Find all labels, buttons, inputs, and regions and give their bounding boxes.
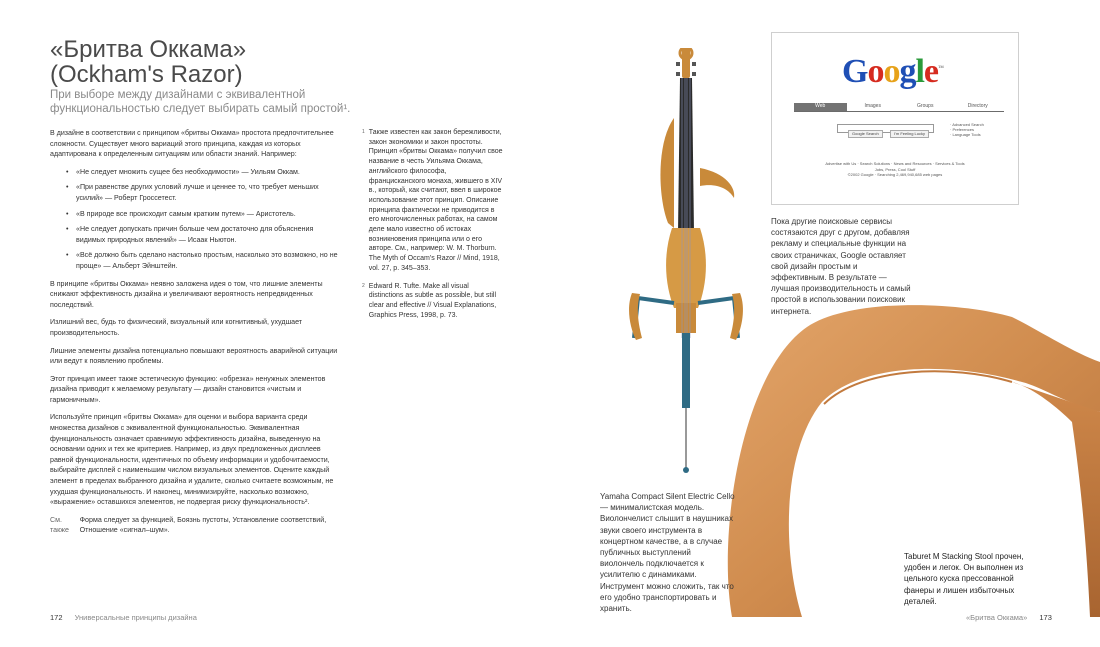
footnote-mark: 2 [362,282,365,289]
folio-right [966,613,1052,622]
google-logo-letter: o [867,53,884,90]
google-logo-letter: o [883,53,900,90]
footer-line: ©2002 Google · Searching 2,469,940,685 web pages [847,172,943,177]
footnote-mark: 1 [362,129,365,135]
quote-item: • «При равенстве других условий лучше и ценнее то, что требует меньших усилий» — Роберт Гроссетест. [76,182,344,203]
google-logo: Google™ [842,53,943,90]
stool-caption: Taburet M Stacking Stool прочен, удобен и легок. Он выполнен из цельного куска прессованной фанеры и лишен избыточных деталей. [904,552,1024,606]
tab-web: Web [794,103,847,111]
google-logo-letter: l [915,53,924,90]
google-tabs [794,103,1004,112]
google-search-button: Google Search [848,130,883,138]
page-title [50,37,350,87]
footnote-text: Edward R. Tufte. Make all visual distinctions as subtle as possible, but still clear and effective // Visual Explanations, Graphics Press, 1998, p. 73. [368,282,497,319]
google-footer-links [792,161,998,178]
quote-item: • «Всё должно быть сделано настолько простым, насколько это возможно, но не проще» — Альберт Эйнштейн. [76,250,344,271]
intro-paragraph: В дизайне в соответствии с принципом «бритвы Оккама» простота предпочтительнее сложности. Существует много вариаций этого принципа, каждая из которых адаптирована к определенным ситуациям или области знаний. Например: [50,129,334,159]
subtitle: При выборе между дизайнами с эквивалентной функциональностью следует выбирать самый простой¹. [50,89,351,115]
running-head: «Бритва Оккама» [966,613,1028,622]
quote-item: • «Не следует допускать причин больше чем достаточно для объяснения видимых природных явлений» — Исаак Ньютон. [76,224,344,245]
title-line-2: (Ockham's Razor) [50,61,243,88]
footnote [362,128,504,274]
title-line-1: «Бритва Оккама» [50,36,247,63]
google-side-links: · Advanced Search · Preferences · Language Tools [950,122,984,137]
google-logo-letter: e [923,53,938,90]
body-paragraph: Этот принцип имеет также эстетическую функцию: «обрезка» ненужных элементов дизайна приводит к желаемому результату — дизайн становится «чистым и гармоничным». [50,374,326,404]
body-paragraph: Используйте принцип «бритвы Оккама» для оценки и выбора варианта среди множества дизайнов с эквивалентной функциональностью. Эквивалентная функциональность означает сравнимую эффективность дизайна, выведенную на основании одних и тех же критериев. Например, из двух предложенных дисплеев равной функциональности, идентичных по объему информации и удобочитаемости, выбирайте дисплей с наименьшим числом визуальных элементов. Оцените каждый элемент в пределах выбранного дизайна и удалите, сколько считаете возможным, не ухудшая функциональность. И наконец, минимизируйте, насколько возможно, «выражение» оставшихся элементов, не подвергая риску функциональность². [50,413,334,507]
footer-line: Advertise with Us · Search Solutions · News and Resources · Services & Tools [825,161,965,166]
footnote [362,282,504,321]
footnote-text: Также известен как закон бережливости, закон экономики и закон простоты. Принцип «бритвы Оккама» получил свое название в честь Уильяма Оккама, английского философа, францисканского монаха, жившего в XIV в., который, как считают, ввел в широкое использование этот принцип. Описание принципа фактически не приводится в его многочисленных работах, на самом деле мало известно об истоках возникновения принципа или о его авторе. См., например: W. M. Thorburn. The Myth of Occam's Razor // Mind, 1918, vol. 27, p. 345–353. [368,129,503,272]
cello-caption: Yamaha Compact Silent Electric Cello — минималистская модель. Виолончелист слышит в наушниках звуки своего инструмента в концертном качестве, а в случае публичных выступлений виолончель подключается к усилителю с динамиками. Инструмент можно сложить, так что его удобно транспортировать и хранить. [600,492,735,614]
folio-left [50,613,197,622]
google-logo-letter: G [842,53,868,90]
footnotes [362,128,504,328]
page-number: 172 [50,613,63,622]
google-screenshot [771,32,1019,205]
footer-line: Jobs, Press, Cool Stuff [874,166,916,172]
page-number: 173 [1039,613,1052,622]
body-paragraph: Излишний вес, будь то физический, визуальный или когнитивный, ухудшает производительность. [50,318,303,337]
google-logo-letter: g [899,53,916,90]
quote-list [50,167,344,272]
google-caption: Пока другие поисковые сервисы состязаются друг с другом, добавляя рекламу и специальные функции на своих страничках, Google оставляет свой дизайн простым и эффективным. В результате — лучшая производительность и самый простой в использовании поисковик интернета. [771,217,911,316]
running-head: Универсальные принципы дизайна [74,613,197,622]
tab-images: Images [864,103,881,109]
see-also [50,515,344,536]
tab-directory: Directory [967,103,988,109]
body-paragraph: Лишние элементы дизайна потенциально повышают вероятность аварийной ситуации или ведут к появлению проблемы. [50,346,338,366]
body-text [50,128,344,536]
quote-item: • «В природе все происходит самым кратким путем» — Аристотель. [76,209,344,220]
see-also-label: См. также [50,515,69,535]
body-paragraph: В принципе «бритвы Оккама» неявно заложена идея о том, что лишние элементы снижают эффективность дизайна и увеличивают вероятность непредвиденных последствий. [50,279,323,309]
tab-groups: Groups [917,103,934,109]
feeling-lucky-button: I'm Feeling Lucky [890,130,929,138]
see-also-text: Форма следует за функцией, Боязнь пустоты, Установление соответствий, Отношение «сигнал–шум». [79,515,327,535]
quote-item: • «Не следует множить сущее без необходимости» — Уильям Оккам. [76,167,344,178]
